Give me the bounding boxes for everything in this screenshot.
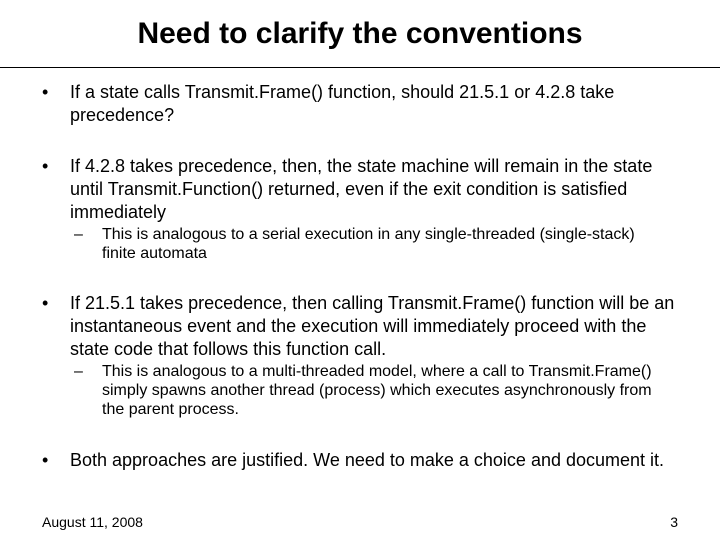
- sub-bullet-item-1: [74, 225, 664, 263]
- sub-bullet-text: This is analogous to a serial execution in any single-threaded (single-stack) finite automata: [102, 226, 635, 262]
- bullet-marker: •: [42, 156, 49, 176]
- bullet-text: If a state calls Transmit.Frame() function, should 21.5.1 or 4.2.8 take precedence?: [70, 82, 615, 125]
- page-number: 3: [670, 514, 678, 530]
- bullet-marker: •: [42, 82, 49, 102]
- bullet-item-3: [42, 292, 682, 361]
- bullet-item-2: [42, 155, 682, 224]
- sub-bullet-marker: –: [74, 363, 83, 380]
- sub-bullet-item-2: [74, 362, 664, 419]
- bullet-text: If 21.5.1 takes precedence, then calling Transmit.Frame() function will be an instantaneous event and the execution will immediately proceed with the state code that follows this function call.: [70, 293, 675, 359]
- sub-bullet-marker: –: [74, 226, 83, 243]
- bullet-marker: •: [42, 293, 49, 313]
- footer-date: August 11, 2008: [42, 514, 143, 530]
- slide-title: Need to clarify the conventions: [137, 17, 583, 50]
- bullet-marker: •: [42, 450, 49, 470]
- bullet-text: Both approaches are justified. We need to make a choice and document it.: [70, 450, 665, 470]
- bullet-item-4: [42, 449, 682, 472]
- title-divider: [0, 67, 720, 68]
- bullet-item-1: [42, 81, 682, 127]
- bullet-text: If 4.2.8 takes precedence, then, the state machine will remain in the state until Transmit.Function() returned, even if the exit condition is satisfied immediately: [70, 156, 653, 222]
- sub-bullet-text: This is analogous to a multi-threaded model, where a call to Transmit.Frame() simply spawns another thread (process) which executes asynchronously from the parent process.: [102, 363, 652, 418]
